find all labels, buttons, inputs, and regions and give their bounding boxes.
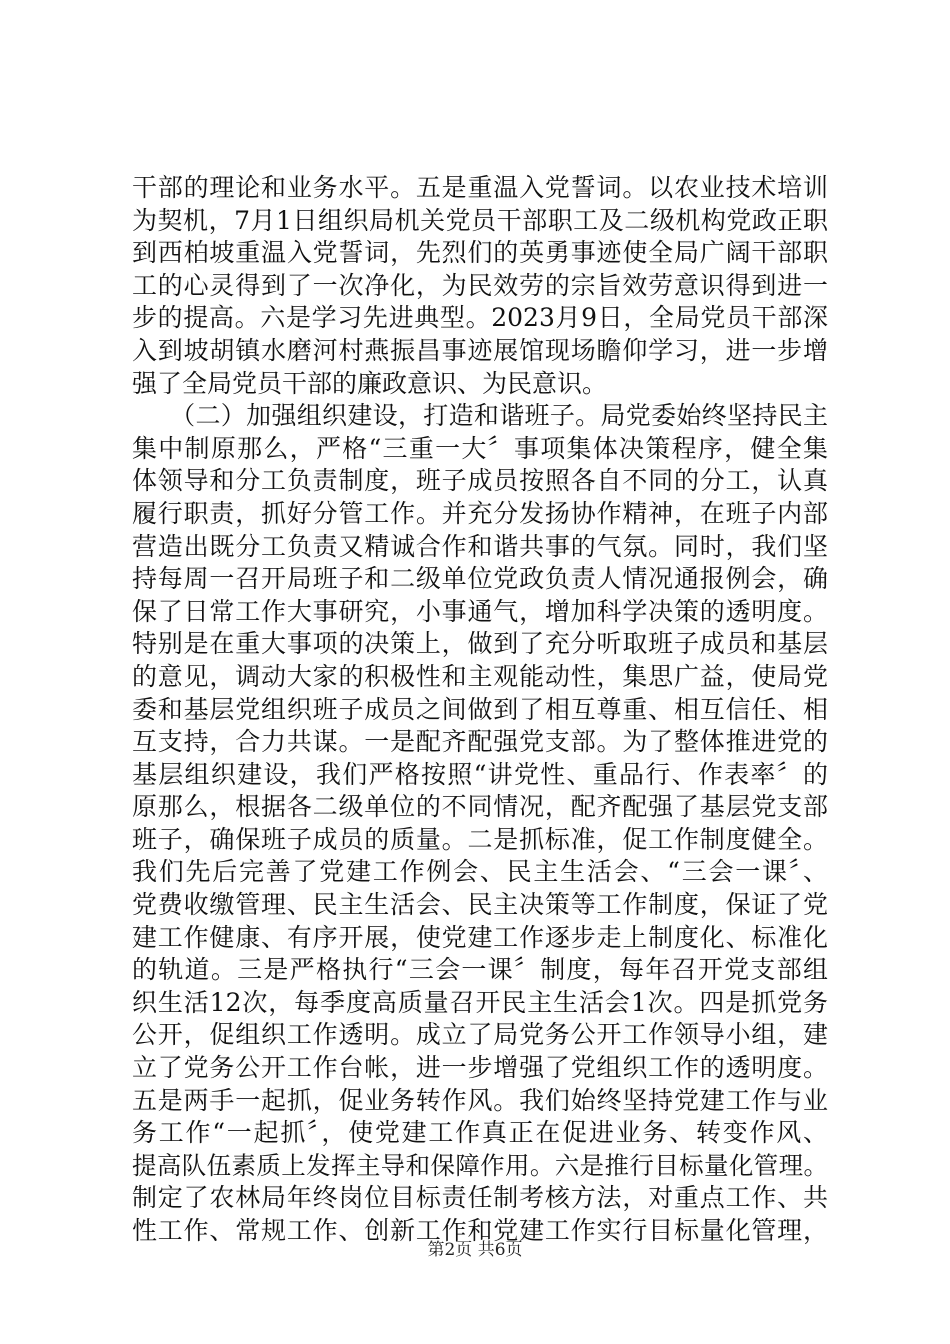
text-line: 班子，确保班子成员的质量。二是抓标准，促工作制度健全。	[132, 824, 828, 854]
text-line: 性工作、常规工作、创新工作和党建工作实行目标量化管理，	[132, 1216, 828, 1245]
text-line: 互支持，合力共谋。一是配齐配强党支部。为了整体推进党的	[132, 727, 828, 757]
text-line: 务工作“一起抓〞，使党建工作真正在促进业务、转变作风、	[132, 1118, 828, 1148]
text-line: 的轨道。三是严格执行“三会一课〞制度，每年召开党支部组	[132, 955, 828, 985]
text-line: 提高队伍素质上发挥主导和保障作用。六是推行目标量化管理。	[132, 1150, 828, 1180]
text-line: 步的提高。六是学习先进典型。2023月9日，全局党员干部深	[132, 303, 828, 333]
page-number-footer: 第2页 共6页	[427, 1240, 523, 1260]
text-line: 强了全局党员干部的廉政意识、为民意识。	[132, 368, 608, 398]
text-line: 基层组织建设，我们严格按照“讲党性、重品行、作表率〞的	[132, 759, 828, 789]
text-line: 营造出既分工负责又精诚合作和谐共事的气氛。同时，我们坚	[132, 531, 828, 561]
text-line: 到西柏坡重温入党誓词，先烈们的英勇事迹使全局广阔干部职	[132, 238, 828, 268]
text-line: 我们先后完善了党建工作例会、民主生活会、“三会一课〞、	[132, 857, 828, 887]
text-line: 体领导和分工负责制度，班子成员按照各自不同的分工，认真	[132, 466, 828, 496]
text-line: 立了党务公开工作台帐，进一步增强了党组织工作的透明度。	[132, 1053, 828, 1083]
text-line: 公开，促组织工作透明。成立了局党务公开工作领导小组，建	[132, 1020, 828, 1050]
document-body	[132, 172, 828, 1248]
text-line: 党费收缴管理、民主生活会、民主决策等工作制度，保证了党	[132, 890, 828, 920]
text-line: 干部的理论和业务水平。五是重温入党誓词。以农业技术培训	[132, 173, 828, 202]
text-line: 持每周一召开局班子和二级单位党政负责人情况通报例会，确	[132, 564, 828, 594]
text-line: 保了日常工作大事研究，小事通气，增加科学决策的透明度。	[132, 596, 828, 626]
text-line: 入到坡胡镇水磨河村燕振昌事迹展馆现场瞻仰学习，进一步增	[132, 335, 828, 365]
text-line: 为契机，7月1日组织局机关党员干部职工及二级机构党政正职	[132, 205, 828, 235]
text-line: 集中制原那么，严格“三重一大〞事项集体决策程序，健全集	[132, 433, 828, 463]
text-line: 工的心灵得到了一次净化，为民效劳的宗旨效劳意识得到进一	[132, 270, 828, 300]
text-line: 五是两手一起抓，促业务转作风。我们始终坚持党建工作与业	[132, 1085, 828, 1115]
text-line: 委和基层党组织班子成员之间做到了相互尊重、相互信任、相	[132, 694, 828, 724]
text-line: 特别是在重大事项的决策上，做到了充分听取班子成员和基层	[132, 629, 828, 659]
text-line: 履行职责，抓好分管工作。并充分发扬协作精神，在班子内部	[132, 498, 828, 528]
text-line: 织生活12次，每季度高质量召开民主生活会1次。四是抓党务	[132, 987, 828, 1017]
text-line: （二）加强组织建设，打造和谐班子。局党委始终坚持民主	[132, 401, 828, 431]
text-line: 制定了农林局年终岗位目标责任制考核方法，对重点工作、共	[132, 1183, 828, 1213]
text-line: 的意见，调动大家的积极性和主观能动性，集思广益，使局党	[132, 661, 828, 691]
text-line: 原那么，根据各二级单位的不同情况，配齐配强了基层党支部	[132, 792, 828, 822]
text-line: 建工作健康、有序开展，使党建工作逐步走上制度化、标准化	[132, 922, 828, 952]
